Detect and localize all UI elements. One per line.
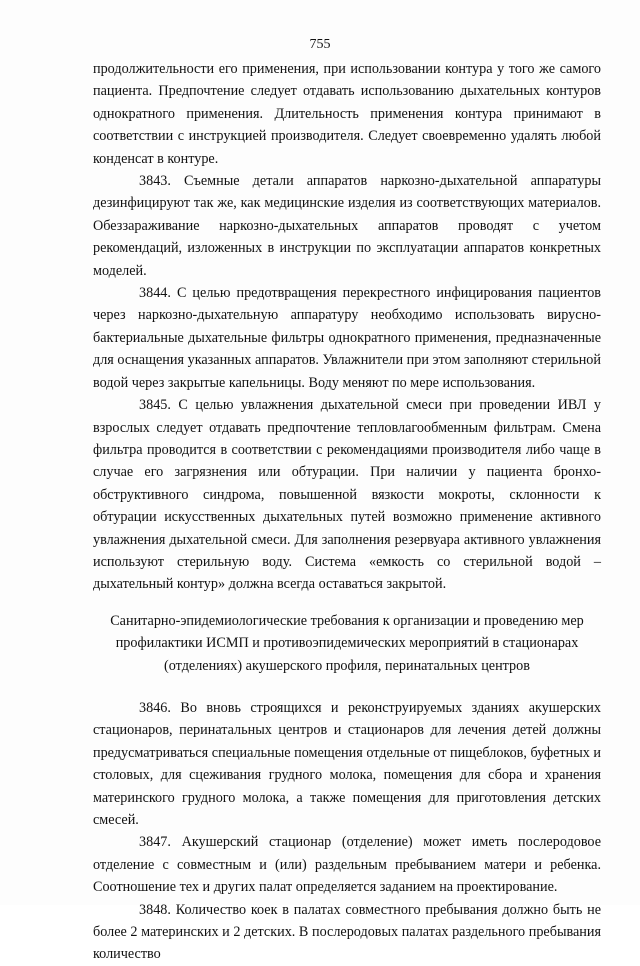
paragraph-continuation: продолжительности его применения, при использовании контура у того же самого пациента. Предпочтение следует отдавать использованию дыхательных контуров однократного применения. Длительность применения контура принимают в соответствии с инструкцией производителя. Следует своевременно удалять любой конденсат в контуре. <box>93 61 601 167</box>
paragraph-3847: 3847. Акушерский стационар (отделение) может иметь послеродовое отделение с совместным и (или) раздельным пребыванием матери и ребенка. Соотношение тех и других палат определяется заданием на проектирование. <box>93 834 601 896</box>
paragraph-3843: 3843. Съемные детали аппаратов наркозно-дыхательной аппаратуры дезинфицируют так же, как медицинские изделия из соответствующих материалов. Обеззараживание наркозно-дыхательных аппаратов проводят с учетом рекомендаций, изложенных в инструкции по эксплуатации аппаратов конкретных моделей. <box>93 173 601 279</box>
paragraph-3844: 3844. С целью предотвращения перекрестного инфицирования пациентов через наркозно-дыхательную аппаратуру необходимо использовать вирусно-бактериальные дыхательные фильтры однократного применения, предназначенные для оснащения указанных аппаратов. Увлажнители при этом заполняют стерильной водой через закрытые капельницы. Воду меняют по мере использования. <box>93 285 601 391</box>
paragraph-3848: 3848. Количество коек в палатах совместного пребывания должно быть не более 2 материнских и 2 детских. В послеродовых палатах раздельного пребывания количество <box>93 901 601 963</box>
paragraph-3846: 3846. Во вновь строящихся и реконструируемых зданиях акушерских стационаров, перинатальных центров и стационаров для лечения детей должны предусматриваться специальные помещения отдельные от пищеблоков, буфетных и столовых, для сцеживания грудного молока, помещения для сбора и хранения материнского грудного молока, а также помещения для приготовления детских смесей. <box>93 699 601 828</box>
paragraph-3845: 3845. С целью увлажнения дыхательной смеси при проведении ИВЛ у взрослых следует отдавать предпочтение тепловлагообменным фильтрам. Смена фильтра проводится в соответствии с рекомендациями производителя либо чаще в случае его загрязнения или обтурации. При наличии у пациента бронхо-обструктивного синдрома, повышенной вязкости мокроты, склонности к обтурации искусственных дыхательных путей возможно применение активного увлажнения дыхательной смеси. Для заполнения резервуара активного увлажнения используют стерильную воду. Система «емкость со стерильной водой – дыхательный контур» должна всегда оставаться закрытой. <box>93 397 601 593</box>
section-heading: Санитарно-эпидемиологические требования к организации и проведению мер профилактики ИСМП и противоэпидемических мероприятий в стационарах (отделениях) акушерского профиля, перинатальных центров <box>110 612 584 674</box>
page-number: 755 <box>309 37 331 52</box>
document-body <box>93 58 601 966</box>
